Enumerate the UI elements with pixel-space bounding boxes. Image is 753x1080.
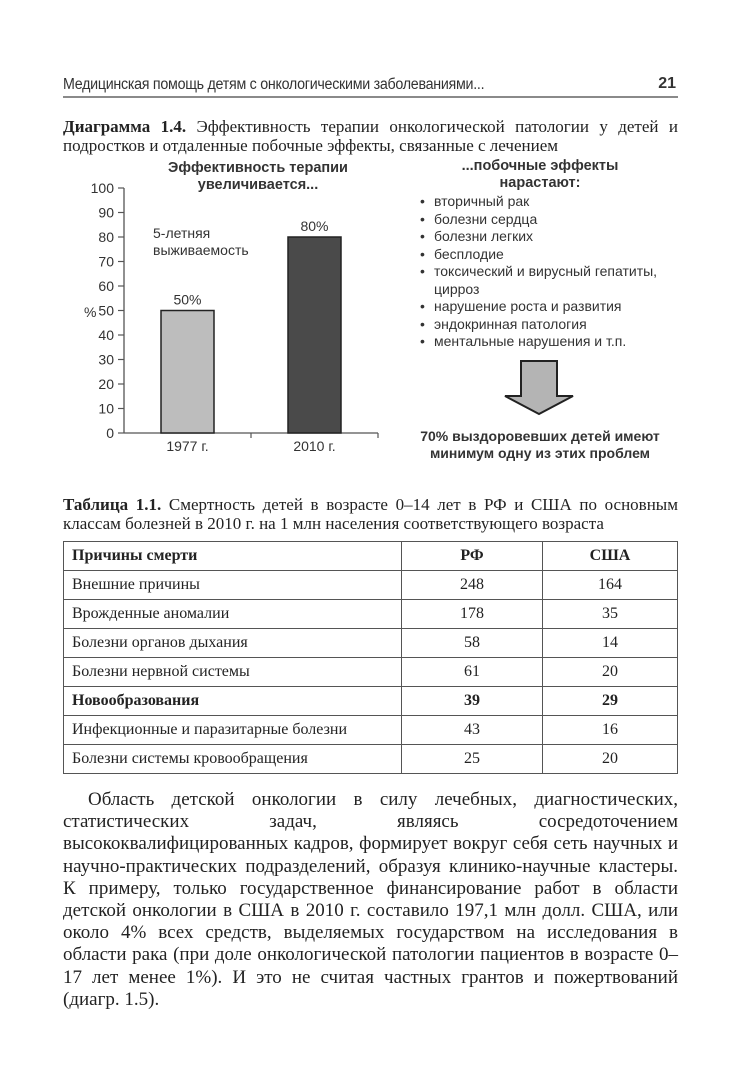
rf-value-cell: 248: [402, 571, 543, 600]
bar-1: [161, 311, 214, 434]
usa-value-cell: 16: [543, 716, 678, 745]
side-effect-item: • нарушение роста и развития: [418, 298, 688, 316]
running-header: [63, 74, 678, 98]
side-effects-list: [418, 193, 688, 351]
column-header-cause: Причины смерти: [64, 542, 402, 571]
side-effect-item: • болезни легких: [418, 228, 688, 246]
side-effect-item: • вторичный рак: [418, 193, 688, 211]
rf-value-cell: 39: [402, 687, 543, 716]
y-tick-label: 100: [90, 180, 114, 196]
table-row: [64, 658, 678, 687]
y-tick-label: 20: [98, 376, 114, 392]
table-row: [64, 745, 678, 774]
rf-value-cell: 58: [402, 629, 543, 658]
y-axis-label: %: [84, 304, 97, 320]
side-effects-title-line-2: нарастают:: [499, 175, 581, 191]
survival-bar-chart: [60, 150, 390, 460]
table-row: [64, 629, 678, 658]
rf-value-cell: 25: [402, 745, 543, 774]
y-tick-label: 60: [98, 278, 114, 294]
side-effects-conclusion: [395, 428, 685, 462]
usa-value-cell: 20: [543, 658, 678, 687]
side-effects-title-line-1: ...побочные эффекты: [461, 158, 619, 174]
mortality-table: [63, 541, 678, 774]
usa-value-cell: 20: [543, 745, 678, 774]
cause-cell: Болезни органов дыхания: [64, 629, 402, 658]
rf-value-cell: 61: [402, 658, 543, 687]
table-row: [64, 571, 678, 600]
table-row: [64, 716, 678, 745]
usa-value-cell: 35: [543, 600, 678, 629]
chart-title-line-2: увеличивается...: [197, 177, 319, 193]
page-number: 21: [658, 75, 676, 92]
rf-value-cell: 43: [402, 716, 543, 745]
cause-cell: Инфекционные и паразитарные болезни: [64, 716, 402, 745]
side-effect-item: • бесплодие: [418, 246, 688, 264]
chart-title-line-1: Эффективность терапии: [168, 160, 348, 176]
table-label: Таблица 1.1.: [63, 495, 162, 514]
x-tick-label: 1977 г.: [166, 438, 209, 454]
chart-annotation-line-1: 5-летняя: [153, 225, 211, 241]
bar-2: [288, 237, 341, 433]
column-header-usa: США: [543, 542, 678, 571]
side-effect-item: • ментальные нарушения и т.п.: [418, 333, 688, 351]
table-caption-text: Смертность детей в возрасте 0–14 лет в РФ и США по основным классам болезней в 2010 г. на 1 млн населения соответствующего возраста: [63, 495, 678, 533]
cause-cell: Внешние причины: [64, 571, 402, 600]
y-tick-label: 70: [98, 253, 114, 270]
chart-annotation-line-2: выживаемость: [153, 242, 249, 258]
side-effect-item: • эндокринная патология: [418, 316, 688, 334]
bar-data-label: 50%: [173, 291, 202, 308]
y-tick-label: 80: [98, 229, 114, 245]
cause-cell: Болезни нервной системы: [64, 658, 402, 687]
y-tick-label: 50: [98, 302, 114, 319]
table-body: [64, 571, 678, 774]
cause-cell: Врожденные аномалии: [64, 600, 402, 629]
side-effect-item: • болезни сердца: [418, 211, 688, 229]
conclusion-line-2: минимум одну из этих проблем: [429, 445, 651, 461]
conclusion-line-1: 70% выздоровевших детей имеют: [420, 428, 660, 444]
bar-data-label: 80%: [300, 218, 329, 234]
y-tick-label: 30: [98, 351, 114, 368]
usa-value-cell: 164: [543, 571, 678, 600]
x-tick-label: 2010 г.: [293, 438, 336, 454]
column-header-rf: РФ: [402, 542, 543, 571]
side-effects-title: [400, 158, 680, 192]
table-caption: [63, 495, 678, 533]
side-effect-item: • токсический и вирусный гепатиты, цирроз: [418, 263, 688, 298]
usa-value-cell: 14: [543, 629, 678, 658]
table-row: [64, 600, 678, 629]
body-paragraph: Область детской онкологии в силу лечебных, диагностических, статистических задач, являясь сосредоточением высококвалифицированных кадров, формирует вокруг себя сеть научных и научно-практических подразделений, образуя клинико-научные кластеры. К примеру, только государственное финансирование работ в области детской онкологии в США в 2010 г. составило 197,1 млн долл. США, или около 4% всех средств, выделяемых государством на исследования в области рака (при доле онкологической патологии пациентов в возрасте 0–17 лет менее 1%). И это не считая частных грантов и пожертвований (диагр. 1.5).: [63, 789, 678, 1010]
y-tick-label: 40: [98, 327, 114, 343]
running-title: Медицинская помощь детям с онкологическими заболеваниями...: [63, 76, 485, 93]
rf-value-cell: 178: [402, 600, 543, 629]
table-row: [64, 687, 678, 716]
y-tick-label: 90: [98, 204, 114, 221]
table-header-row: [64, 542, 678, 571]
usa-value-cell: 29: [543, 687, 678, 716]
cause-cell: Болезни системы кровообращения: [64, 745, 402, 774]
cause-cell: Новообразования: [64, 687, 402, 716]
y-tick-label: 0: [106, 425, 114, 441]
y-tick-label: 10: [98, 400, 114, 417]
down-arrow-icon: [500, 358, 580, 418]
diagram-label: Диаграмма 1.4.: [63, 117, 187, 136]
diagram-caption-text: Эффективность терапии онкологической патологии у детей и подростков и отдаленные побочные эффекты, связанные с лечением: [63, 117, 678, 155]
